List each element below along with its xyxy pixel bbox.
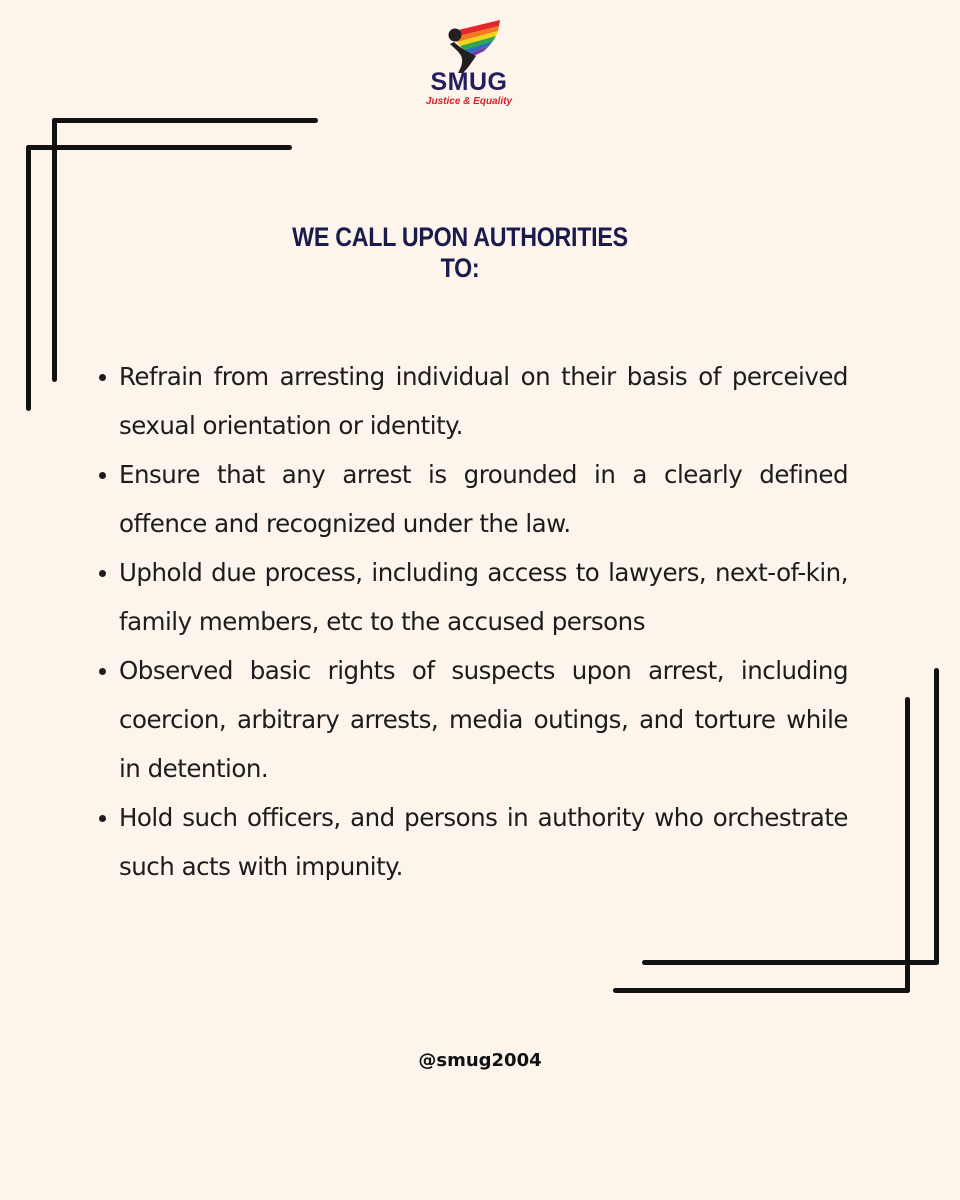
rainbow-figure-icon xyxy=(420,18,520,74)
list-item-text: Refrain from arresting individual on their basis of perceived sexual orientation or identity. xyxy=(119,362,848,440)
logo-tagline: Justice & Equality xyxy=(425,96,513,107)
list-item xyxy=(96,646,848,793)
list-item xyxy=(96,352,848,450)
frame-bottom-right-inner-vertical xyxy=(905,697,910,993)
frame-top-left-outer-vertical xyxy=(52,118,57,382)
list-item xyxy=(96,450,848,548)
list-item xyxy=(96,548,848,646)
frame-top-left-inner-horizontal xyxy=(26,145,292,150)
social-handle: @smug2004 xyxy=(418,1050,542,1071)
bullet-icon xyxy=(99,570,106,577)
bullet-icon xyxy=(99,815,106,822)
frame-top-left-outer-horizontal xyxy=(52,118,318,123)
frame-top-left-inner-vertical xyxy=(26,145,31,411)
logo-name: SMUG xyxy=(430,68,508,96)
demands-list xyxy=(96,352,848,891)
frame-bottom-right-outer-horizontal xyxy=(642,960,939,965)
page-title: WE CALL UPON AUTHORITIES TO: xyxy=(292,222,628,283)
list-item-text: Hold such officers, and persons in authority who orchestrate such acts with impunity. xyxy=(119,803,848,881)
list-item-text: Observed basic rights of suspects upon arrest, including coercion, arbitrary arrests, media outings, and torture while in detention. xyxy=(119,656,848,783)
frame-bottom-right-inner-horizontal xyxy=(613,988,910,993)
bullet-icon xyxy=(99,668,106,675)
bullet-icon xyxy=(99,374,106,381)
smug-logo xyxy=(420,18,520,113)
list-item-text: Uphold due process, including access to lawyers, next-of-kin, family members, etc to the accused persons xyxy=(119,558,848,636)
frame-bottom-right-outer-vertical xyxy=(934,668,939,965)
list-item xyxy=(96,793,848,891)
bullet-icon xyxy=(99,472,106,479)
list-item-text: Ensure that any arrest is grounded in a clearly defined offence and recognized under the law. xyxy=(119,460,848,538)
